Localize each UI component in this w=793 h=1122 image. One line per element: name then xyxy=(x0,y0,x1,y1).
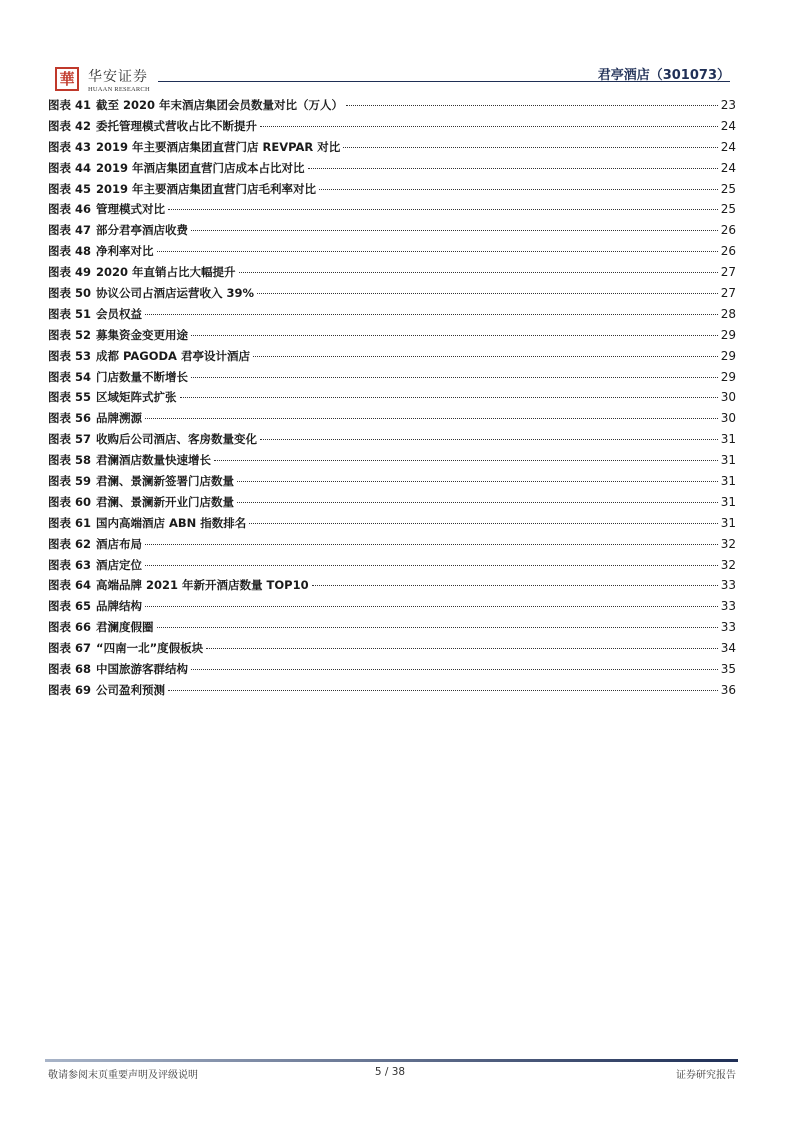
toc-entry-page: 31 xyxy=(720,432,736,447)
toc-entry-title: 品牌溯源 xyxy=(96,411,143,426)
toc-entry[interactable] xyxy=(48,348,736,369)
toc-leader-dots xyxy=(249,523,717,524)
toc-entry-title: 酒店布局 xyxy=(96,536,143,551)
toc-leader-dots xyxy=(191,377,718,378)
toc-entry[interactable] xyxy=(48,619,736,640)
toc-entry[interactable] xyxy=(48,264,736,285)
toc-leader-dots xyxy=(157,627,718,628)
toc-entry-title: 君澜、景澜新开业门店数量 xyxy=(96,494,235,509)
toc-entry[interactable] xyxy=(48,160,736,181)
footer-report-type: 证券研究报告 xyxy=(676,1070,736,1081)
report-title: 君亭酒店（301073） xyxy=(597,68,730,83)
toc-entry-label: 图表 44 xyxy=(48,160,92,175)
toc-leader-dots xyxy=(319,189,718,190)
toc-entry-title: 2019 年酒店集团直营门店成本占比对比 xyxy=(96,160,305,175)
toc-entry-page: 28 xyxy=(720,306,736,321)
toc-entry-label: 图表 61 xyxy=(48,515,92,530)
toc-leader-dots xyxy=(260,126,718,127)
footer-disclaimer: 敬请参阅末页重要声明及评级说明 xyxy=(48,1070,198,1081)
toc-leader-dots xyxy=(239,272,718,273)
toc-entry-label: 图表 55 xyxy=(48,390,92,405)
toc-entry-title: 君澜度假圈 xyxy=(96,620,154,635)
toc-entry-label: 图表 54 xyxy=(48,369,92,384)
toc-entry-title: 截至 2020 年末酒店集团会员数量对比（万人） xyxy=(96,98,344,112)
toc-entry[interactable] xyxy=(48,640,736,661)
toc-leader-dots xyxy=(253,356,718,357)
toc-entry-title: 君澜、景澜新签署门店数量 xyxy=(96,474,235,489)
toc-leader-dots xyxy=(191,669,718,670)
toc-entry-title: 公司盈利预测 xyxy=(96,682,166,697)
table-of-figures xyxy=(48,97,736,703)
toc-leader-dots xyxy=(157,251,718,252)
toc-entry-page: 29 xyxy=(720,327,736,342)
toc-entry-page: 25 xyxy=(720,181,736,196)
brand-name-cn: 华安证券 xyxy=(88,69,148,85)
toc-leader-dots xyxy=(145,314,718,315)
toc-leader-dots xyxy=(346,105,718,106)
toc-entry-label: 图表 66 xyxy=(48,620,92,635)
toc-entry-title: 会员权益 xyxy=(96,306,143,321)
toc-entry-label: 图表 49 xyxy=(48,265,92,280)
toc-entry[interactable] xyxy=(48,181,736,202)
toc-entry-page: 29 xyxy=(720,348,736,363)
toc-entry-label: 图表 53 xyxy=(48,348,92,363)
toc-entry-title: 门店数量不断增长 xyxy=(96,369,189,384)
toc-entry-label: 图表 51 xyxy=(48,306,92,321)
toc-entry-page: 33 xyxy=(720,620,736,635)
toc-entry-label: 图表 47 xyxy=(48,223,92,238)
toc-entry-title: 部分君亭酒店收费 xyxy=(96,223,189,238)
toc-leader-dots xyxy=(168,209,718,210)
toc-entry-page: 34 xyxy=(720,641,736,656)
toc-entry-label: 图表 63 xyxy=(48,557,92,572)
footer-divider xyxy=(45,1059,738,1062)
toc-entry[interactable] xyxy=(48,118,736,139)
toc-entry-page: 31 xyxy=(720,453,736,468)
toc-entry-page: 30 xyxy=(720,390,736,405)
toc-entry-title: 酒店定位 xyxy=(96,557,143,572)
toc-entry-label: 图表 57 xyxy=(48,432,92,447)
toc-leader-dots xyxy=(312,585,718,586)
toc-leader-dots xyxy=(260,439,718,440)
toc-entry[interactable] xyxy=(48,661,736,682)
toc-entry-page: 31 xyxy=(720,515,736,530)
toc-leader-dots xyxy=(145,606,718,607)
toc-entry-label: 图表 45 xyxy=(48,181,92,196)
toc-entry[interactable] xyxy=(48,452,736,473)
toc-entry-label: 图表 67 xyxy=(48,641,92,656)
toc-entry-page: 31 xyxy=(720,494,736,509)
toc-entry[interactable] xyxy=(48,97,736,118)
toc-entry[interactable] xyxy=(48,473,736,494)
toc-entry[interactable] xyxy=(48,494,736,515)
toc-entry[interactable] xyxy=(48,598,736,619)
toc-entry-label: 图表 64 xyxy=(48,578,92,593)
toc-entry[interactable] xyxy=(48,557,736,578)
toc-entry-page: 23 xyxy=(720,98,736,112)
toc-leader-dots xyxy=(180,397,718,398)
toc-entry-label: 图表 42 xyxy=(48,118,92,133)
toc-leader-dots xyxy=(237,502,718,503)
page-header xyxy=(0,0,793,100)
toc-entry[interactable] xyxy=(48,389,736,410)
toc-entry-label: 图表 59 xyxy=(48,474,92,489)
toc-leader-dots xyxy=(191,335,718,336)
toc-entry-title: “四南一北”度假板块 xyxy=(96,641,204,656)
toc-entry[interactable] xyxy=(48,222,736,243)
toc-entry[interactable] xyxy=(48,327,736,348)
toc-entry[interactable] xyxy=(48,243,736,264)
toc-entry-title: 中国旅游客群结构 xyxy=(96,662,189,677)
toc-entry-title: 成都 PAGODA 君亭设计酒店 xyxy=(96,348,250,363)
toc-entry-label: 图表 41 xyxy=(48,98,92,112)
toc-entry-title: 协议公司占酒店运营收入 39% xyxy=(96,286,255,301)
page-number: 5 / 38 xyxy=(374,1066,406,1078)
toc-entry-page: 29 xyxy=(720,369,736,384)
toc-entry-title: 2020 年直销占比大幅提升 xyxy=(96,265,236,280)
toc-entry[interactable] xyxy=(48,369,736,390)
toc-leader-dots xyxy=(343,147,717,148)
toc-entry-page: 25 xyxy=(720,202,736,217)
toc-entry[interactable] xyxy=(48,431,736,452)
toc-entry-page: 24 xyxy=(720,160,736,175)
toc-entry-title: 君澜酒店数量快速增长 xyxy=(96,453,212,468)
toc-leader-dots xyxy=(257,293,718,294)
toc-entry[interactable] xyxy=(48,306,736,327)
huaan-logo-icon: 華 xyxy=(55,67,79,91)
toc-leader-dots xyxy=(191,230,718,231)
toc-entry[interactable] xyxy=(48,515,736,536)
toc-entry-title: 收购后公司酒店、客房数量变化 xyxy=(96,432,258,447)
toc-entry-title: 净利率对比 xyxy=(96,244,154,259)
toc-entry-page: 33 xyxy=(720,599,736,614)
toc-entry[interactable] xyxy=(48,577,736,598)
toc-entry-page: 30 xyxy=(720,411,736,426)
toc-entry-label: 图表 52 xyxy=(48,327,92,342)
toc-entry-label: 图表 62 xyxy=(48,536,92,551)
toc-leader-dots xyxy=(145,418,718,419)
toc-entry-title: 管理模式对比 xyxy=(96,202,166,217)
toc-leader-dots xyxy=(145,544,718,545)
toc-entry-label: 图表 56 xyxy=(48,411,92,426)
toc-leader-dots xyxy=(308,168,718,169)
toc-entry-title: 2019 年主要酒店集团直营门店 REVPAR 对比 xyxy=(96,139,341,154)
toc-entry-title: 2019 年主要酒店集团直营门店毛利率对比 xyxy=(96,181,317,196)
toc-entry-page: 32 xyxy=(720,557,736,572)
toc-entry-page: 26 xyxy=(720,244,736,259)
toc-entry-page: 27 xyxy=(720,265,736,280)
toc-entry-page: 24 xyxy=(720,118,736,133)
toc-entry-label: 图表 48 xyxy=(48,244,92,259)
toc-entry-title: 国内高端酒店 ABN 指数排名 xyxy=(96,515,247,530)
toc-entry-title: 募集资金变更用途 xyxy=(96,327,189,342)
toc-entry[interactable] xyxy=(48,285,736,306)
toc-entry-title: 区域矩阵式扩张 xyxy=(96,390,177,405)
toc-entry[interactable] xyxy=(48,201,736,222)
toc-entry-label: 图表 50 xyxy=(48,286,92,301)
toc-entry[interactable] xyxy=(48,682,736,703)
toc-leader-dots xyxy=(168,690,718,691)
toc-entry-page: 36 xyxy=(720,682,736,697)
toc-entry[interactable] xyxy=(48,536,736,557)
toc-entry-title: 委托管理模式营收占比不断提升 xyxy=(96,118,258,133)
toc-leader-dots xyxy=(214,460,718,461)
toc-entry-label: 图表 68 xyxy=(48,662,92,677)
toc-entry-title: 品牌结构 xyxy=(96,599,143,614)
toc-leader-dots xyxy=(206,648,718,649)
toc-entry-page: 24 xyxy=(720,139,736,154)
toc-entry[interactable] xyxy=(48,139,736,160)
toc-leader-dots xyxy=(145,565,718,566)
toc-entry-label: 图表 60 xyxy=(48,494,92,509)
toc-entry-label: 图表 43 xyxy=(48,139,92,154)
toc-entry-page: 33 xyxy=(720,578,736,593)
toc-entry-page: 27 xyxy=(720,286,736,301)
toc-entry-page: 26 xyxy=(720,223,736,238)
toc-entry[interactable] xyxy=(48,410,736,431)
brand-name-en: HUAAN RESEARCH xyxy=(88,86,150,93)
toc-entry-page: 32 xyxy=(720,536,736,551)
toc-entry-page: 31 xyxy=(720,474,736,489)
toc-entry-page: 35 xyxy=(720,662,736,677)
toc-entry-label: 图表 46 xyxy=(48,202,92,217)
toc-entry-label: 图表 65 xyxy=(48,599,92,614)
toc-entry-title: 高端品牌 2021 年新开酒店数量 TOP10 xyxy=(96,578,309,593)
toc-entry-label: 图表 58 xyxy=(48,453,92,468)
toc-entry-label: 图表 69 xyxy=(48,682,92,697)
toc-leader-dots xyxy=(237,481,718,482)
